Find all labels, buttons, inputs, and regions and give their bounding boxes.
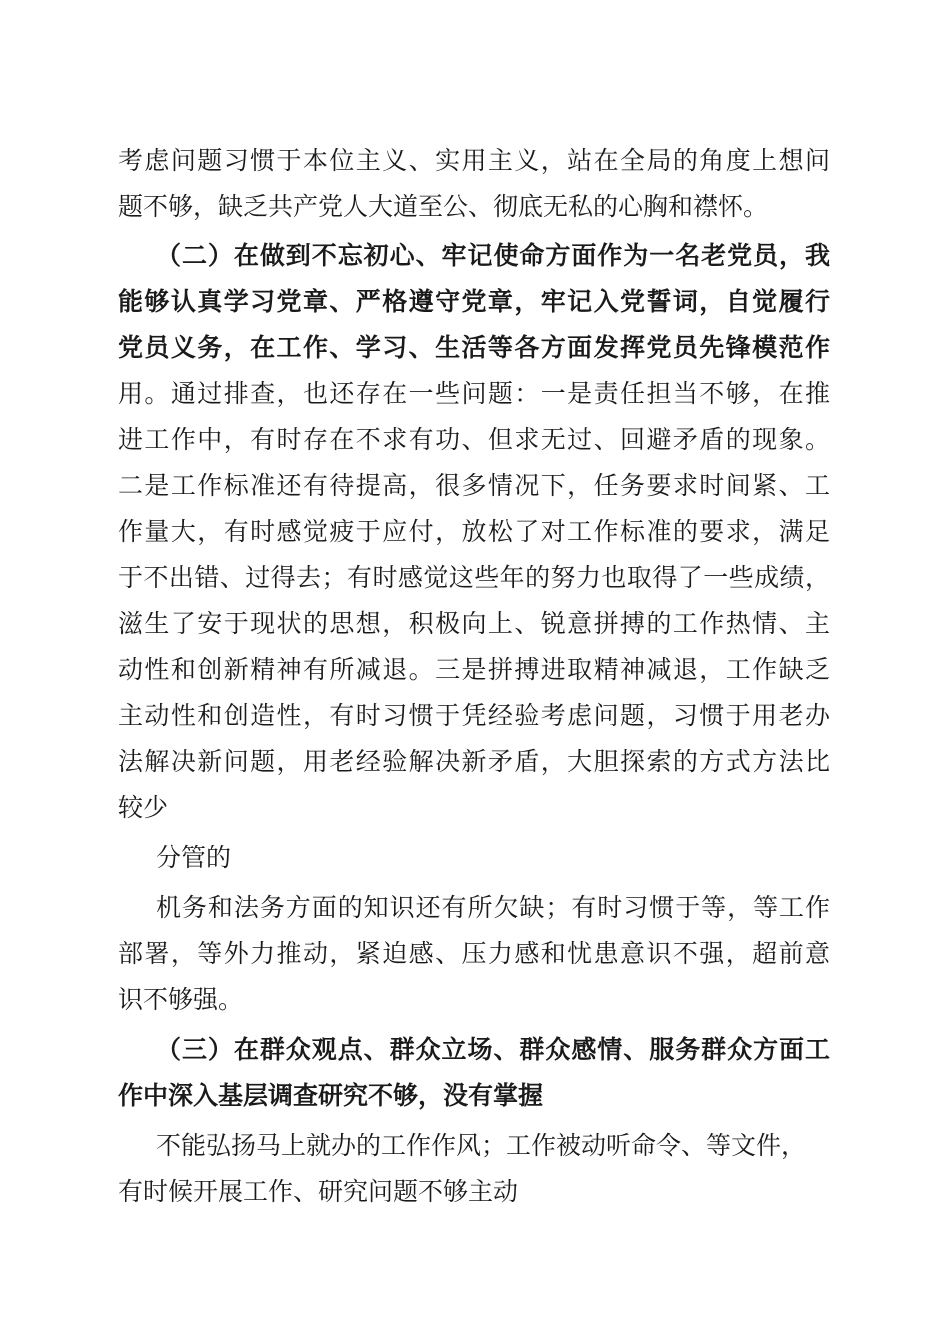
text-line: 能够认真学习党章、严格遵守党章，牢记入党誓词，自觉履行 (118, 287, 830, 316)
text-line: 部署，等外力推动，紧迫感、压力感和忧患意识不强，超前意 (118, 939, 830, 968)
text-line: 题不够，缺乏共产党人大道至公、彻底无私的心胸和襟怀。 (118, 192, 769, 221)
text-line: 法解决新问题，用老经验解决新矛盾，大胆探索的方式方法比 (118, 747, 830, 776)
text-line: 党员义务，在工作、学习、生活等各方面发挥党员先锋模范作 (118, 333, 830, 362)
text-line: 有时候开展工作、研究问题不够主动 (118, 1177, 519, 1206)
text-line: 作量大，有时感觉疲于应付，放松了对工作标准的要求，满足 (118, 517, 830, 546)
text-line: 机务和法务方面的知识还有所欠缺；有时习惯于等，等工作 (156, 893, 830, 922)
text-line: 识不够强。 (118, 985, 244, 1014)
section-heading-3: （三）在群众观点、群众立场、群众感情、服务群众方面工 (156, 1035, 830, 1064)
text-line: 进工作中，有时存在不求有功、但求无过、回避矛盾的现象。 (118, 425, 830, 454)
text-line: 动性和创新精神有所减退。三是拼搏进取精神减退，工作缺乏 (118, 655, 830, 684)
text-line: 分管的 (156, 843, 232, 872)
text-line: 不能弘扬马上就办的工作作风；工作被动听命令、等文件， (156, 1131, 807, 1160)
text-line: 较少 (118, 793, 169, 822)
text-line: 作中深入基层调查研究不够，没有掌握 (118, 1081, 544, 1110)
text-line: 用。通过排查，也还存在一些问题：一是责任担当不够，在推 (118, 379, 830, 408)
text-line: 滋生了安于现状的思想，积极向上、锐意拼搏的工作热情、主 (118, 609, 830, 638)
text-line: 考虑问题习惯于本位主义、实用主义，站在全局的角度上想问 (118, 146, 830, 175)
text-line: 主动性和创造性，有时习惯于凭经验考虑问题，习惯于用老办 (118, 701, 830, 730)
text-line: 二是工作标准还有待提高，很多情况下，任务要求时间紧、工 (118, 471, 830, 500)
text-line: 于不出错、过得去；有时感觉这些年的努力也取得了一些成绩， (118, 563, 830, 592)
section-heading-2: （二）在做到不忘初心、牢记使命方面作为一名老党员，我 (156, 241, 830, 270)
